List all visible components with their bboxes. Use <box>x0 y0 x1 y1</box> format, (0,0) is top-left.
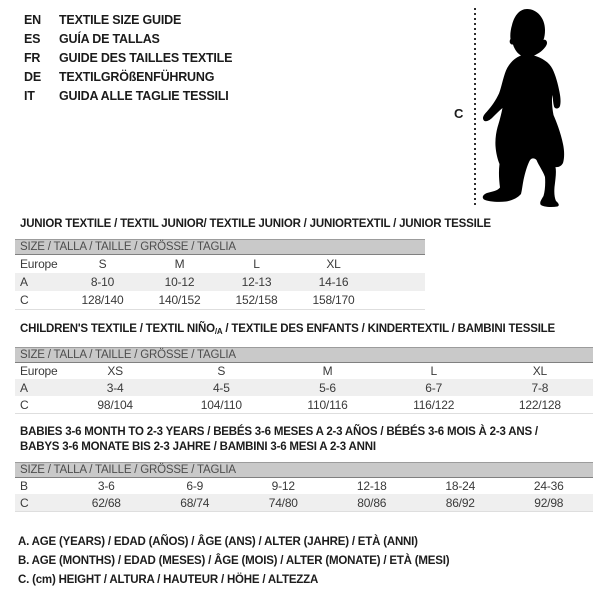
row-label-cell: C <box>15 396 62 414</box>
children-size-table <box>15 362 593 414</box>
language-title-list <box>24 11 232 106</box>
size-cell: 7-8 <box>487 379 593 396</box>
row-label-cell: C <box>15 291 64 310</box>
children-size-header-bar: SIZE / TALLA / TAILLE / GRÖSSE / TAGLIA <box>15 347 593 363</box>
row-label-cell: Europe <box>20 257 58 271</box>
size-cell: XS <box>107 363 123 378</box>
legend <box>18 533 449 590</box>
table-row <box>15 255 425 273</box>
size-cell: XL <box>326 257 341 271</box>
size-cell: 8-10 <box>64 273 141 291</box>
size-cell: 18-24 <box>445 478 476 493</box>
language-title: GUÍA DE TALLAS <box>59 32 160 46</box>
row-label-cell: A <box>15 379 62 396</box>
size-cell: 80/86 <box>328 494 417 512</box>
table-row <box>15 273 425 291</box>
language-code: FR <box>24 51 41 65</box>
size-cell: 14-16 <box>295 273 372 291</box>
size-cell: 10-12 <box>141 273 218 291</box>
row-label-cell: B <box>20 478 28 493</box>
babies-size-header-bar: SIZE / TALLA / TAILLE / GRÖSSE / TAGLIA <box>15 462 593 478</box>
size-cell: 12-18 <box>356 478 387 493</box>
language-title: TEXTILE SIZE GUIDE <box>59 13 182 27</box>
size-cell: 128/140 <box>64 291 141 310</box>
size-cell: 98/104 <box>62 396 168 414</box>
size-cell: 9-12 <box>271 478 295 493</box>
spacer-cell <box>372 273 425 291</box>
size-cell: XL <box>532 363 548 378</box>
children-title-suffix: / TEXTILE DES ENFANTS / KINDERTEXTIL / BAMBINI TESSILE <box>222 323 555 335</box>
spacer-cell <box>372 291 425 310</box>
table-row <box>15 362 593 379</box>
size-cell: 158/170 <box>295 291 372 310</box>
size-cell: 74/80 <box>239 494 328 512</box>
size-cell: 12-13 <box>218 273 295 291</box>
size-cell: 3-4 <box>62 379 168 396</box>
children-table-title <box>20 322 555 339</box>
size-cell: 24-36 <box>533 478 564 493</box>
size-cell: 86/92 <box>416 494 505 512</box>
size-cell: 152/158 <box>218 291 295 310</box>
size-cell: 4-5 <box>168 379 274 396</box>
size-cell: 116/122 <box>381 396 487 414</box>
size-cell: M <box>322 363 333 378</box>
size-cell: S <box>98 257 107 271</box>
babies-title-line2: BABYS 3-6 MONATE BIS 2-3 JAHRE / BAMBINI 3-6 MESI A 2-3 ANNI <box>20 441 376 453</box>
spacer-cell <box>372 255 425 273</box>
size-cell: 104/110 <box>168 396 274 414</box>
language-title: GUIDE DES TAILLES TEXTILE <box>59 51 233 65</box>
junior-size-header-bar: SIZE / TALLA / TAILLE / GRÖSSE / TAGLIA <box>15 239 425 255</box>
size-cell: 3-6 <box>97 478 115 493</box>
table-row <box>15 291 425 310</box>
height-measure-dashed-line <box>474 8 476 207</box>
legend-line-b: B. AGE (MONTHS) / EDAD (MESES) / ÂGE (MOIS) / ALTER (MONATE) / ETÀ (MESI) <box>18 555 450 567</box>
language-title: TEXTILGRÖßENFÜHRUNG <box>59 70 215 84</box>
height-measure-label: C <box>454 106 464 121</box>
baby-silhouette-icon <box>481 8 569 208</box>
language-row <box>24 30 232 49</box>
size-cell: 62/68 <box>62 494 151 512</box>
language-row <box>24 11 232 30</box>
language-row <box>24 87 232 106</box>
size-cell: 6-7 <box>381 379 487 396</box>
size-cell: M <box>174 257 185 271</box>
table-row <box>15 477 593 494</box>
size-cell: 68/74 <box>151 494 240 512</box>
size-cell: 110/116 <box>274 396 380 414</box>
language-code: ES <box>24 32 41 46</box>
size-cell: 122/128 <box>487 396 593 414</box>
row-label-cell: A <box>15 273 64 291</box>
size-cell: 140/152 <box>141 291 218 310</box>
language-row <box>24 68 232 87</box>
junior-size-table <box>15 255 425 310</box>
language-title: GUIDA ALLE TAGLIE TESSILI <box>59 89 229 103</box>
row-label-cell: C <box>15 494 62 512</box>
legend-line-c: C. (cm) HEIGHT / ALTURA / HAUTEUR / HÖHE / ALTEZZA <box>18 574 319 586</box>
language-code: IT <box>24 89 35 103</box>
size-cell: L <box>253 257 260 271</box>
junior-table-title: JUNIOR TEXTILE / TEXTIL JUNIOR/ TEXTILE JUNIOR / JUNIORTEXTIL / JUNIOR TESSILE <box>20 218 491 230</box>
size-cell: 5-6 <box>274 379 380 396</box>
babies-table-title <box>20 425 538 455</box>
table-row <box>15 396 593 414</box>
language-code: DE <box>24 70 41 84</box>
size-cell: 6-9 <box>186 478 204 493</box>
size-cell: 92/98 <box>505 494 594 512</box>
babies-title-line1: BABIES 3-6 MONTH TO 2-3 YEARS / BEBÉS 3-6 MESES A 2-3 AÑOS / BÉBÉS 3-6 MOIS À 2-3 ANS / <box>20 426 538 438</box>
children-title-prefix: CHILDREN'S TEXTILE / TEXTIL NIÑO <box>20 323 215 335</box>
language-code: EN <box>24 13 41 27</box>
size-cell: L <box>430 363 437 378</box>
size-cell: S <box>217 363 226 378</box>
children-title-subscript: /A <box>214 327 223 336</box>
language-row <box>24 49 232 68</box>
row-label-cell: Europe <box>20 363 58 378</box>
table-row <box>15 379 593 396</box>
babies-size-table <box>15 477 593 512</box>
table-row <box>15 494 593 512</box>
legend-line-a: A. AGE (YEARS) / EDAD (AÑOS) / ÂGE (ANS) / ALTER (JAHRE) / ETÀ (ANNI) <box>18 536 418 548</box>
